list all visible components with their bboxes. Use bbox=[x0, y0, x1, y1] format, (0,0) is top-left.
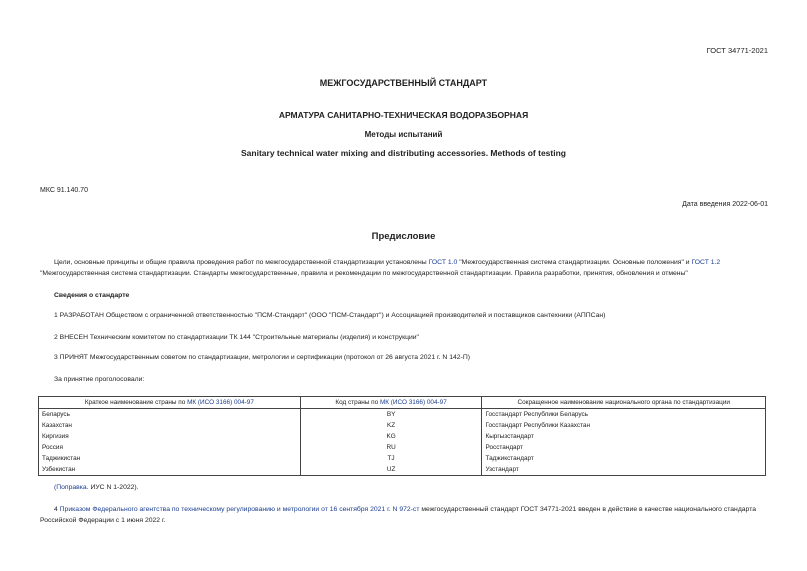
about-item-1: 1 РАЗРАБОТАН Обществом с ограниченной ответственностью "ПСМ-Стандарт" (ООО "ПСМ-Стандарт") и Ассоциацией производителей и поставщиков сантехники (АППСан) bbox=[54, 312, 606, 319]
code-cell: UZ bbox=[300, 464, 482, 476]
standard-type: МЕЖГОСУДАРСТВЕННЫЙ СТАНДАРТ bbox=[319, 78, 488, 88]
mk-iso-3166-link[interactable]: МК (ИСО 3166) 004-97 bbox=[379, 399, 447, 406]
foreword-text: "Межгосударственная система стандартизации. Стандарты межгосударственные, правила и рекомендации по межгосударственной стандартизации. Правила разработки, принятия, обновления и отмены" bbox=[40, 269, 688, 277]
about-item-2: 2 ВНЕСЕН Техническим комитетом по стандартизации ТК 144 "Строительные материалы (изделия) и конструкции" bbox=[54, 334, 419, 341]
body-cell: Госстандарт Республики Казахстан bbox=[482, 420, 766, 431]
code-cell: TJ bbox=[300, 453, 482, 464]
document-subtitle: Методы испытаний bbox=[364, 130, 443, 139]
country-cell: Таджикистан bbox=[39, 453, 301, 464]
gost-1-2-link[interactable]: ГОСТ 1.2 bbox=[691, 259, 721, 266]
code-cell: KZ bbox=[300, 420, 482, 431]
foreword-text: "Межгосударственная система стандартизации. Основные положения" и bbox=[457, 259, 692, 266]
table-row bbox=[39, 431, 766, 442]
amendment-link[interactable]: Поправка bbox=[56, 484, 87, 491]
country-cell: Узбекистан bbox=[39, 464, 301, 476]
country-cell: Киргизия bbox=[39, 431, 301, 442]
amendment-paren: ( bbox=[54, 484, 57, 491]
table-row bbox=[39, 442, 766, 453]
about-item-4 bbox=[40, 505, 770, 526]
mks-code: МКС 91.140.70 bbox=[40, 187, 88, 194]
code-cell: RU bbox=[300, 442, 482, 453]
document-title: АРМАТУРА САНИТАРНО-ТЕХНИЧЕСКАЯ ВОДОРАЗБОРНАЯ bbox=[278, 110, 529, 120]
foreword-paragraph bbox=[40, 258, 770, 279]
foreword-heading: Предисловие bbox=[371, 231, 436, 242]
table-row bbox=[39, 453, 766, 464]
code-cell: KG bbox=[300, 431, 482, 442]
code-cell: BY bbox=[300, 409, 482, 421]
column-header-country bbox=[39, 397, 301, 409]
header-text: Код страны по bbox=[335, 399, 380, 406]
amendment-note bbox=[54, 484, 139, 491]
item-4-text: межгосударственный стандарт ГОСТ 34771-2021 введен в действие в качестве национального стандарта Российской Федерации с 1 июня 2022 г. bbox=[40, 506, 757, 524]
about-standard-heading: Сведения о стандарте bbox=[54, 292, 130, 299]
about-item-3: 3 ПРИНЯТ Межгосударственным советом по стандартизации, метрологии и сертификации (протокол от 26 августа 2021 г. N 142-П) bbox=[54, 354, 470, 361]
table-header-row bbox=[39, 397, 766, 409]
body-cell: Росстандарт bbox=[482, 442, 766, 453]
table-row bbox=[39, 409, 766, 421]
item-number: 4 bbox=[54, 506, 60, 513]
order-link[interactable]: Приказом Федерального агентства по техническому регулированию и метрологии от 16 сентября 2021 г. N 972-ст bbox=[59, 506, 420, 513]
table-row bbox=[39, 464, 766, 476]
voting-countries-table bbox=[38, 396, 766, 476]
mk-iso-3166-link[interactable]: МК (ИСО 3166) 004-97 bbox=[187, 399, 254, 406]
document-code: ГОСТ 34771-2021 bbox=[706, 46, 768, 55]
intro-date: Дата введения 2022-06-01 bbox=[682, 201, 768, 208]
body-cell: Кыргызстандарт bbox=[482, 431, 766, 442]
table-row bbox=[39, 420, 766, 431]
english-title: Sanitary technical water mixing and distributing accessories. Methods of testing bbox=[241, 148, 566, 158]
voted-label: За принятие проголосовали: bbox=[54, 376, 145, 383]
body-cell: Госстандарт Республики Беларусь bbox=[482, 409, 766, 421]
body-cell: Узстандарт bbox=[482, 464, 766, 476]
body-cell: Таджикстандарт bbox=[482, 453, 766, 464]
column-header-body: Сокращенное наименование национального органа по стандартизации bbox=[482, 397, 766, 409]
country-cell: Казахстан bbox=[39, 420, 301, 431]
amendment-text: . ИУС N 1-2022). bbox=[86, 484, 139, 491]
foreword-text: Цели, основные принципы и общие правила проведения работ по межгосударственной стандартизации установлены bbox=[54, 259, 429, 266]
column-header-code bbox=[300, 397, 482, 409]
country-cell: Россия bbox=[39, 442, 301, 453]
header-text: Краткое наименование страны по bbox=[84, 399, 188, 406]
country-cell: Беларусь bbox=[39, 409, 301, 421]
gost-1-0-link[interactable]: ГОСТ 1.0 bbox=[428, 259, 458, 266]
